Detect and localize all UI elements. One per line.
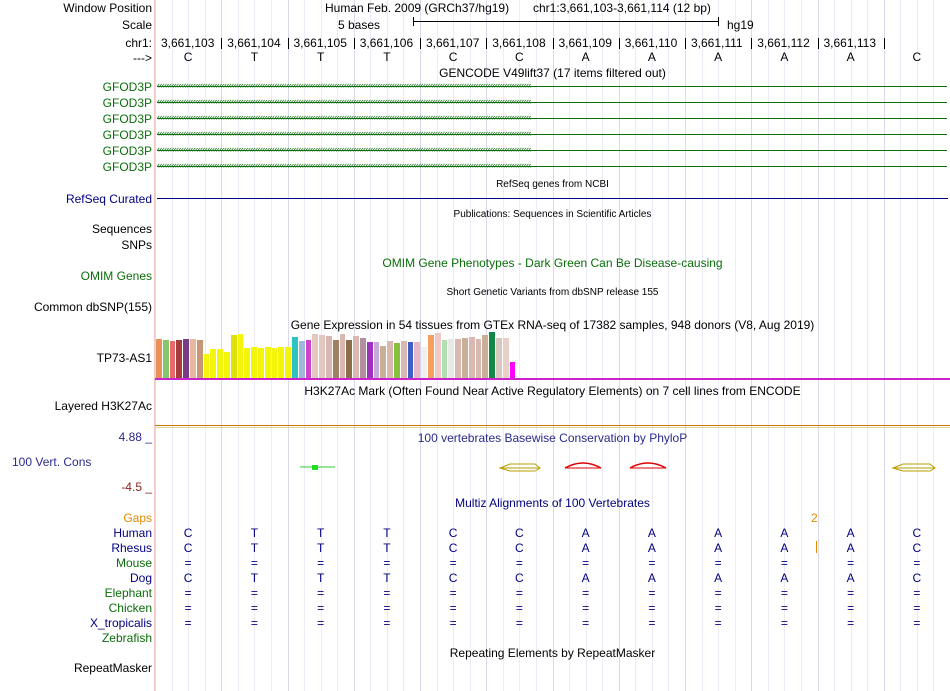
alignment-base: A: [780, 526, 789, 540]
base: A: [846, 50, 855, 64]
gene-feature[interactable]: [157, 113, 947, 124]
alignment-base: T: [316, 526, 325, 540]
alignment-base: =: [648, 601, 656, 615]
gtex-tissue-bar[interactable]: [224, 352, 230, 378]
alignment-base: C: [448, 571, 458, 585]
alignment-base: =: [582, 586, 590, 600]
alignment-base: =: [780, 601, 788, 615]
alignment-base: =: [515, 586, 523, 600]
gtex-tissue-bar[interactable]: [482, 335, 488, 378]
alignment-base: =: [184, 601, 192, 615]
base: T: [316, 50, 325, 64]
alignment-base: A: [647, 541, 656, 555]
gtex-tissue-bar[interactable]: [374, 342, 380, 378]
gtex-tissue-bar[interactable]: [265, 347, 271, 378]
gtex-bar-chart[interactable]: [155, 330, 950, 378]
gtex-tissue-bar[interactable]: [340, 334, 346, 378]
ruler-tick: [751, 38, 752, 49]
alignment-base: T: [316, 571, 325, 585]
ruler-tick: [486, 38, 487, 49]
alignment-base: =: [913, 601, 921, 615]
alignment-base: A: [581, 541, 590, 555]
alignment-base: =: [317, 616, 325, 630]
alignment-base: =: [449, 586, 457, 600]
alignment-base: =: [714, 601, 722, 615]
alignment-base: =: [780, 556, 788, 570]
gene-feature[interactable]: [157, 129, 947, 140]
alignment-base: C: [912, 571, 922, 585]
alignment-base: =: [780, 586, 788, 600]
ruler-tick: [420, 38, 421, 49]
alignment-base: =: [648, 586, 656, 600]
gtex-tissue-bar[interactable]: [238, 334, 244, 378]
strand-arrows: ‹‹‹‹‹‹‹‹‹‹‹‹‹‹‹‹‹‹‹‹‹‹‹‹‹‹‹‹‹‹‹‹‹‹‹‹‹‹‹‹‹‹‹‹‹‹‹‹‹‹‹‹‹‹‹‹‹‹‹‹‹‹‹‹‹‹‹‹‹‹‹‹‹‹‹‹‹‹‹‹‹‹‹‹‹‹‹‹‹‹‹‹‹‹‹‹‹‹‹‹‹‹‹‹‹‹‹‹‹‹‹‹‹‹‹‹‹‹‹‹‹‹‹‹‹‹‹‹‹‹‹‹‹‹‹‹‹‹‹‹‹‹‹‹‹‹‹‹‹‹‹‹‹‹‹‹: [157, 80, 531, 90]
base: C: [183, 50, 193, 64]
species-label: Zebrafish: [101, 631, 152, 645]
species-label: Chicken: [108, 601, 152, 615]
alignment-base: C: [912, 541, 922, 555]
gtex-tissue-bar[interactable]: [319, 335, 325, 378]
alignment-base: A: [714, 571, 723, 585]
gtex-track-title: Gene Expression in 54 tissues from GTEx RNA-seq of 17382 samples, 948 donors (V8, Aug 2019): [290, 318, 815, 332]
ruler-label: 3,661,111: [691, 36, 743, 50]
gtex-tissue-bar[interactable]: [210, 349, 216, 378]
gene-label[interactable]: GFOD3P: [102, 112, 152, 126]
gtex-tissue-bar[interactable]: [346, 340, 352, 378]
base: C: [912, 50, 922, 64]
gtex-tissue-bar[interactable]: [489, 332, 495, 378]
cons-max-label: 4.88 _: [118, 430, 152, 444]
strand-arrows: ‹‹‹‹‹‹‹‹‹‹‹‹‹‹‹‹‹‹‹‹‹‹‹‹‹‹‹‹‹‹‹‹‹‹‹‹‹‹‹‹‹‹‹‹‹‹‹‹‹‹‹‹‹‹‹‹‹‹‹‹‹‹‹‹‹‹‹‹‹‹‹‹‹‹‹‹‹‹‹‹‹‹‹‹‹‹‹‹‹‹‹‹‹‹‹‹‹‹‹‹‹‹‹‹‹‹‹‹‹‹‹‹‹‹‹‹‹‹‹‹‹‹‹‹‹‹‹‹‹‹‹‹‹‹‹‹‹‹‹‹‹‹‹‹‹‹‹‹‹‹‹‹‹‹‹‹: [157, 160, 531, 170]
species-label: Dog: [129, 571, 152, 585]
element-peak: [565, 463, 601, 468]
gene-feature[interactable]: [157, 81, 947, 92]
base: A: [647, 50, 656, 64]
alignment-base: =: [449, 616, 457, 630]
alignment-base: =: [913, 556, 921, 570]
phylop-track-title: 100 vertebrates Basewise Conservation by PhyloP: [417, 431, 688, 445]
gtex-tissue-bar[interactable]: [176, 340, 182, 378]
alignment-base: =: [184, 586, 192, 600]
gtex-tissue-bar[interactable]: [387, 341, 393, 378]
alignment-base: C: [515, 571, 524, 585]
gtex-tissue-bar[interactable]: [285, 347, 291, 378]
alignment-base: A: [780, 571, 789, 585]
conservation-features[interactable]: [155, 455, 950, 485]
gene-feature[interactable]: [157, 161, 947, 172]
base: T: [250, 50, 259, 64]
species-label: Elephant: [104, 586, 152, 600]
omim-label[interactable]: OMIM Genes: [80, 269, 152, 283]
species-label: Human: [113, 526, 152, 540]
alignment-base: =: [913, 586, 921, 600]
alignment-base: A: [647, 571, 656, 585]
gtex-tissue-bar[interactable]: [333, 340, 339, 378]
alignment-base: =: [317, 601, 325, 615]
alignment-base: =: [780, 616, 788, 630]
gtex-tissue-bar[interactable]: [442, 340, 448, 378]
ruler-label: 3,661,113: [823, 36, 876, 50]
gtex-tissue-bar[interactable]: [190, 339, 196, 378]
alignment-base: =: [449, 601, 457, 615]
position-title: chr1:3,661,103-3,661,114 (12 bp): [533, 1, 711, 15]
strand-arrows: ‹‹‹‹‹‹‹‹‹‹‹‹‹‹‹‹‹‹‹‹‹‹‹‹‹‹‹‹‹‹‹‹‹‹‹‹‹‹‹‹‹‹‹‹‹‹‹‹‹‹‹‹‹‹‹‹‹‹‹‹‹‹‹‹‹‹‹‹‹‹‹‹‹‹‹‹‹‹‹‹‹‹‹‹‹‹‹‹‹‹‹‹‹‹‹‹‹‹‹‹‹‹‹‹‹‹‹‹‹‹‹‹‹‹‹‹‹‹‹‹‹‹‹‹‹‹‹‹‹‹‹‹‹‹‹‹‹‹‹‹‹‹‹‹‹‹‹‹‹‹‹‹‹‹‹‹: [157, 128, 531, 138]
refseq-track-title: RefSeq genes from NCBI: [496, 179, 609, 190]
assembly-title: Human Feb. 2009 (GRCh37/hg19): [325, 1, 510, 15]
dbsnp-track-title: Short Genetic Variants from dbSNP release 155: [446, 287, 659, 298]
alignment-base: C: [515, 541, 524, 555]
gtex-tissue-bar[interactable]: [326, 336, 332, 378]
alignment-base: T: [250, 541, 259, 555]
refseq-feature[interactable]: [157, 198, 948, 199]
alignment-base: T: [383, 541, 391, 555]
ruler-label: 3,661,112: [757, 36, 810, 50]
snps-label[interactable]: SNPs: [121, 238, 152, 252]
gtex-tissue-bar[interactable]: [503, 338, 509, 378]
gtex-tissue-bar[interactable]: [462, 338, 468, 378]
gtex-tissue-bar[interactable]: [360, 338, 366, 378]
repeatmasker-label[interactable]: RepeatMasker: [73, 661, 152, 675]
h3k27ac-track-title: H3K27Ac Mark (Often Found Near Active Regulatory Elements) on 7 cell lines from ENCODE: [304, 384, 801, 398]
base: A: [581, 50, 590, 64]
gtex-tissue-bar[interactable]: [414, 342, 420, 378]
gtex-tissue-bar[interactable]: [421, 347, 427, 378]
gene-label[interactable]: GFOD3P: [102, 160, 152, 174]
alignment-base: =: [383, 616, 391, 630]
ruler-label: 3,661,106: [359, 36, 414, 50]
alignment-base: =: [317, 556, 325, 570]
gencode-track-title: GENCODE V49lift37 (17 items filtered out): [439, 66, 666, 80]
alignment-base: =: [515, 556, 523, 570]
ruler-tick: [818, 38, 819, 49]
alignment-base: =: [515, 616, 523, 630]
chrom-label: chr1:: [125, 36, 152, 50]
gaps-label: Gaps: [123, 511, 152, 525]
gene-label[interactable]: GFOD3P: [102, 96, 152, 110]
alignment-base: C: [515, 526, 524, 540]
gtex-tissue-bar[interactable]: [408, 342, 414, 378]
cons-label[interactable]: 100 Vert. Cons: [12, 455, 92, 469]
h3k27ac-line: [155, 425, 950, 426]
alignment-base: =: [184, 556, 192, 570]
gtex-tissue-bar[interactable]: [510, 362, 516, 378]
species-label: X_tropicalis: [89, 616, 152, 630]
alignment-base: =: [383, 556, 391, 570]
h3k27ac-label[interactable]: Layered H3K27Ac: [54, 399, 152, 413]
alignment-base: C: [183, 526, 193, 540]
gtex-gene-label[interactable]: TP73-AS1: [96, 351, 152, 365]
alignment-base: C: [448, 526, 458, 540]
gap-insertion-line: [816, 541, 817, 553]
gtex-tissue-bar[interactable]: [299, 341, 305, 378]
dbsnp-label[interactable]: Common dbSNP(155): [33, 300, 152, 314]
alignment-base: =: [582, 616, 590, 630]
gtex-tissue-bar[interactable]: [455, 339, 461, 378]
base: A: [780, 50, 789, 64]
alignment-base: T: [383, 571, 391, 585]
gtex-tissue-bar[interactable]: [394, 343, 400, 378]
ruler-label: 3,661,109: [558, 36, 612, 50]
gtex-tissue-bar[interactable]: [163, 340, 169, 378]
gtex-tissue-bar[interactable]: [251, 347, 257, 378]
multiz-track-title: Multiz Alignments of 100 Vertebrates: [455, 496, 650, 510]
scale-bar: [413, 21, 719, 22]
base: A: [714, 50, 723, 64]
repeatmasker-track-title: Repeating Elements by RepeatMasker: [449, 646, 656, 660]
element-peak: [630, 463, 666, 468]
gtex-tissue-bar[interactable]: [217, 349, 223, 378]
alignment-base: =: [648, 616, 656, 630]
alignment-base: C: [912, 526, 922, 540]
omim-track-title: OMIM Gene Phenotypes - Dark Green Can Be Disease-causing: [382, 256, 723, 270]
ruler-tick: [619, 38, 620, 49]
base: C: [515, 50, 524, 64]
alignment-base: =: [383, 601, 391, 615]
alignment-base: A: [846, 571, 855, 585]
gtex-tissue-bar[interactable]: [367, 342, 373, 378]
base: T: [383, 50, 391, 64]
gap-marker: 2: [811, 511, 818, 525]
alignment-base: A: [714, 526, 723, 540]
scale-text: 5 bases: [338, 18, 381, 32]
alignment-base: =: [250, 616, 258, 630]
scale-bar-right-tick: [718, 17, 719, 26]
gtex-tissue-bar[interactable]: [292, 337, 298, 378]
alignment-base: A: [846, 526, 855, 540]
gtex-tissue-bar[interactable]: [496, 338, 502, 378]
alignment-base: =: [449, 556, 457, 570]
gene-label[interactable]: GFOD3P: [102, 80, 152, 94]
alignment-base: =: [847, 601, 855, 615]
gtex-tissue-bar[interactable]: [448, 339, 454, 378]
h3k27ac-line-2: [155, 427, 950, 428]
strand-arrows: ‹‹‹‹‹‹‹‹‹‹‹‹‹‹‹‹‹‹‹‹‹‹‹‹‹‹‹‹‹‹‹‹‹‹‹‹‹‹‹‹‹‹‹‹‹‹‹‹‹‹‹‹‹‹‹‹‹‹‹‹‹‹‹‹‹‹‹‹‹‹‹‹‹‹‹‹‹‹‹‹‹‹‹‹‹‹‹‹‹‹‹‹‹‹‹‹‹‹‹‹‹‹‹‹‹‹‹‹‹‹‹‹‹‹‹‹‹‹‹‹‹‹‹‹‹‹‹‹‹‹‹‹‹‹‹‹‹‹‹‹‹‹‹‹‹‹‹‹‹‹‹‹‹‹‹‹: [157, 96, 531, 106]
gtex-tissue-bar[interactable]: [170, 341, 176, 378]
element-block: [312, 465, 318, 470]
alignment-base: =: [648, 556, 656, 570]
ruler-tick: [288, 38, 289, 49]
ruler-tick: [685, 38, 686, 49]
alignment-base: A: [581, 526, 590, 540]
alignment-base: =: [714, 586, 722, 600]
alignment-base: =: [317, 586, 325, 600]
ruler-label: 3,661,108: [492, 36, 546, 50]
gtex-tissue-bar[interactable]: [231, 335, 237, 378]
alignment-base: =: [515, 601, 523, 615]
gtex-tissue-bar[interactable]: [428, 335, 434, 378]
species-label: Mouse: [115, 556, 152, 570]
publications-track-title: Publications: Sequences in Scientific Articles: [453, 209, 652, 220]
alignment-base: C: [183, 541, 193, 555]
gtex-tissue-bar[interactable]: [278, 347, 284, 378]
alignment-base: A: [714, 541, 723, 555]
gtex-tissue-bar[interactable]: [380, 346, 386, 378]
alignment-base: A: [581, 571, 590, 585]
gtex-tissue-bar[interactable]: [197, 340, 203, 378]
gtex-tissue-bar[interactable]: [469, 337, 475, 378]
alignment-base: =: [714, 556, 722, 570]
strand-arrows: ‹‹‹‹‹‹‹‹‹‹‹‹‹‹‹‹‹‹‹‹‹‹‹‹‹‹‹‹‹‹‹‹‹‹‹‹‹‹‹‹‹‹‹‹‹‹‹‹‹‹‹‹‹‹‹‹‹‹‹‹‹‹‹‹‹‹‹‹‹‹‹‹‹‹‹‹‹‹‹‹‹‹‹‹‹‹‹‹‹‹‹‹‹‹‹‹‹‹‹‹‹‹‹‹‹‹‹‹‹‹‹‹‹‹‹‹‹‹‹‹‹‹‹‹‹‹‹‹‹‹‹‹‹‹‹‹‹‹‹‹‹‹‹‹‹‹‹‹‹‹‹‹‹‹‹‹: [157, 112, 531, 122]
ruler-tick: [354, 38, 355, 49]
gtex-tissue-bar[interactable]: [353, 336, 359, 378]
alignment-base: A: [647, 526, 656, 540]
gtex-tissue-bar[interactable]: [272, 348, 278, 378]
ruler-label: 3,661,103: [161, 36, 215, 50]
alignment-base: =: [250, 556, 258, 570]
alignment-base: =: [714, 616, 722, 630]
alignment-base: A: [846, 541, 855, 555]
window-position-label: Window Position: [63, 1, 152, 15]
alignment-base: =: [250, 586, 258, 600]
species-label: Rhesus: [111, 541, 152, 555]
gtex-tissue-bar[interactable]: [204, 354, 210, 378]
alignment-base: =: [250, 601, 258, 615]
ruler-tick: [553, 38, 554, 49]
alignment-base: T: [383, 526, 391, 540]
gtex-tissue-bar[interactable]: [156, 339, 162, 378]
gtex-tissue-bar[interactable]: [401, 341, 407, 378]
alignment-base: C: [448, 541, 458, 555]
ruler-tick: [884, 38, 885, 49]
gene-feature[interactable]: [157, 97, 947, 108]
cons-min-label: -4.5 _: [121, 480, 152, 494]
alignment-base: =: [913, 616, 921, 630]
base: C: [448, 50, 458, 64]
alignment-base: =: [582, 556, 590, 570]
gtex-baseline: [155, 378, 950, 380]
db-name: hg19: [727, 18, 754, 32]
alignment-base: =: [847, 556, 855, 570]
ruler-tick: [221, 38, 222, 49]
alignment-base: T: [316, 541, 325, 555]
alignment-base: =: [582, 601, 590, 615]
gtex-tissue-bar[interactable]: [306, 340, 312, 378]
gtex-tissue-bar[interactable]: [258, 348, 264, 378]
ruler-label: 3,661,104: [227, 36, 281, 50]
alignment-base: =: [847, 616, 855, 630]
gene-label[interactable]: GFOD3P: [102, 128, 152, 142]
gtex-tissue-bar[interactable]: [244, 348, 250, 378]
alignment-base: T: [250, 526, 259, 540]
gene-label[interactable]: GFOD3P: [102, 144, 152, 158]
ruler-label: 3,661,107: [426, 36, 480, 50]
alignment-base: =: [184, 616, 192, 630]
refseq-label[interactable]: RefSeq Curated: [65, 192, 152, 206]
alignment-base: =: [847, 586, 855, 600]
gene-feature[interactable]: [157, 145, 947, 156]
alignment-base: A: [780, 541, 789, 555]
gtex-tissue-bar[interactable]: [312, 334, 318, 378]
strand-arrows: ‹‹‹‹‹‹‹‹‹‹‹‹‹‹‹‹‹‹‹‹‹‹‹‹‹‹‹‹‹‹‹‹‹‹‹‹‹‹‹‹‹‹‹‹‹‹‹‹‹‹‹‹‹‹‹‹‹‹‹‹‹‹‹‹‹‹‹‹‹‹‹‹‹‹‹‹‹‹‹‹‹‹‹‹‹‹‹‹‹‹‹‹‹‹‹‹‹‹‹‹‹‹‹‹‹‹‹‹‹‹‹‹‹‹‹‹‹‹‹‹‹‹‹‹‹‹‹‹‹‹‹‹‹‹‹‹‹‹‹‹‹‹‹‹‹‹‹‹‹‹‹‹‹‹‹‹: [157, 144, 531, 154]
alignment-base: C: [183, 571, 193, 585]
gtex-tissue-bar[interactable]: [183, 339, 189, 378]
ruler-label: 3,661,110: [624, 36, 678, 50]
strand-arrow-label: --->: [133, 51, 152, 65]
alignment-base: T: [250, 571, 259, 585]
gtex-tissue-bar[interactable]: [435, 333, 441, 378]
gtex-tissue-bar[interactable]: [476, 339, 482, 378]
alignment-base: =: [383, 586, 391, 600]
scale-label: Scale: [121, 18, 152, 32]
ruler-label: 3,661,105: [293, 36, 347, 50]
sequences-label[interactable]: Sequences: [91, 222, 152, 236]
